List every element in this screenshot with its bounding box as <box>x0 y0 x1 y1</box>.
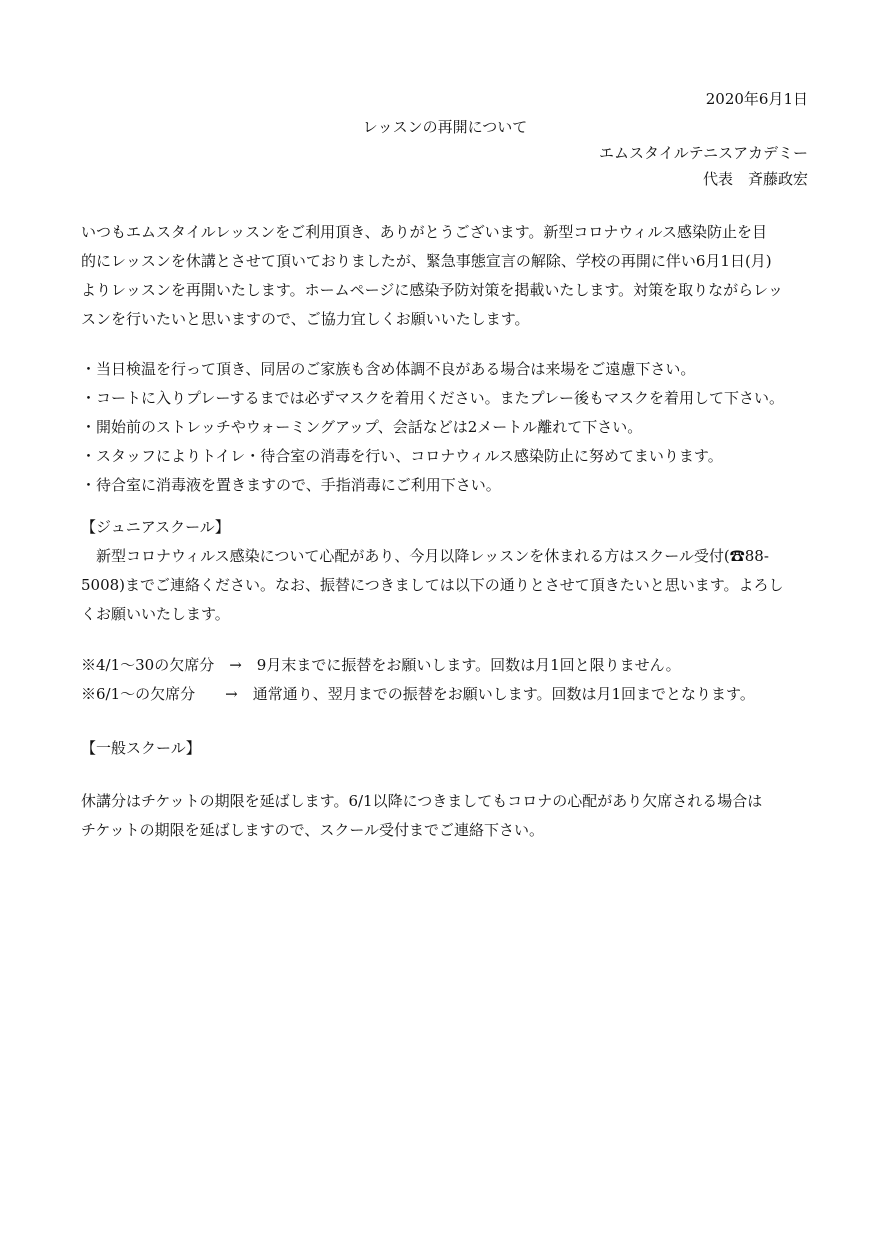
precaution-item: ・待合室に消毒液を置きますので、手指消毒にご利用下さい。 <box>81 476 501 494</box>
precaution-list <box>81 355 811 500</box>
intro-line: いつもエムスタイルレッスンをご利用頂き、ありがとうございます。新型コロナウィルス感染防止を目 <box>81 223 768 241</box>
precaution-item: ・当日検温を行って頂き、同居のご家族も含め体調不良がある場合は来場をご遠慮下さい。 <box>81 360 696 378</box>
general-school-heading <box>81 734 811 763</box>
junior-school-heading <box>81 513 811 542</box>
transfer-rules <box>81 651 811 709</box>
organization-name: エムスタイルテニスアカデミー <box>599 144 808 162</box>
junior-line: くお願いいたします。 <box>81 605 230 623</box>
document-date: 2020年6月1日 <box>705 90 808 108</box>
section-heading: 【一般スクール】 <box>81 739 201 757</box>
junior-line: 新型コロナウィルス感染について心配があり、今月以降レッスンを休まれる方はスクール受付(☎88- <box>81 547 769 565</box>
intro-paragraph <box>81 218 811 334</box>
representative-name: 代表 斉藤政宏 <box>702 170 808 188</box>
precaution-item: ・開始前のストレッチやウォーミングアップ、会話などは2メートル離れて下さい。 <box>81 418 643 436</box>
precaution-item: ・スタッフによりトイレ・待合室の消毒を行い、コロナウィルス感染防止に努めてまいります。 <box>81 447 723 465</box>
general-school-paragraph <box>81 787 811 845</box>
intro-line: よりレッスンを再開いたします。ホームページに感染予防対策を掲載いたします。対策を取りながらレッ <box>81 281 784 299</box>
transfer-rule: ※4/1～30の欠席分 → 9月末までに振替をお願いします。回数は月1回と限りません。 <box>81 656 681 674</box>
intro-line: スンを行いたいと思いますので、ご協力宜しくお願いいたします。 <box>81 310 530 328</box>
general-line: 休講分はチケットの期限を延ばします。6/1以降につきましてもコロナの心配があり欠席される場合は <box>81 792 763 810</box>
intro-line: 的にレッスンを休講とさせて頂いておりましたが、緊急事態宣言の解除、学校の再開に伴い6月1日(月) <box>81 252 772 270</box>
junior-school-paragraph <box>81 542 811 629</box>
section-heading: 【ジュニアスクール】 <box>81 518 230 536</box>
junior-line: 5008)までご連絡ください。なお、振替につきましては以下の通りとさせて頂きたいと思います。よろし <box>81 576 784 594</box>
document-title: レッスンの再開について <box>362 118 528 136</box>
general-line: チケットの期限を延ばしますので、スクール受付までご連絡下さい。 <box>81 821 545 839</box>
precaution-item: ・コートに入りプレーするまでは必ずマスクを着用ください。またプレー後もマスクを着用して下さい。 <box>81 389 785 407</box>
transfer-rule: ※6/1～の欠席分 → 通常通り、翌月までの振替をお願いします。回数は月1回までとなります。 <box>81 685 755 703</box>
